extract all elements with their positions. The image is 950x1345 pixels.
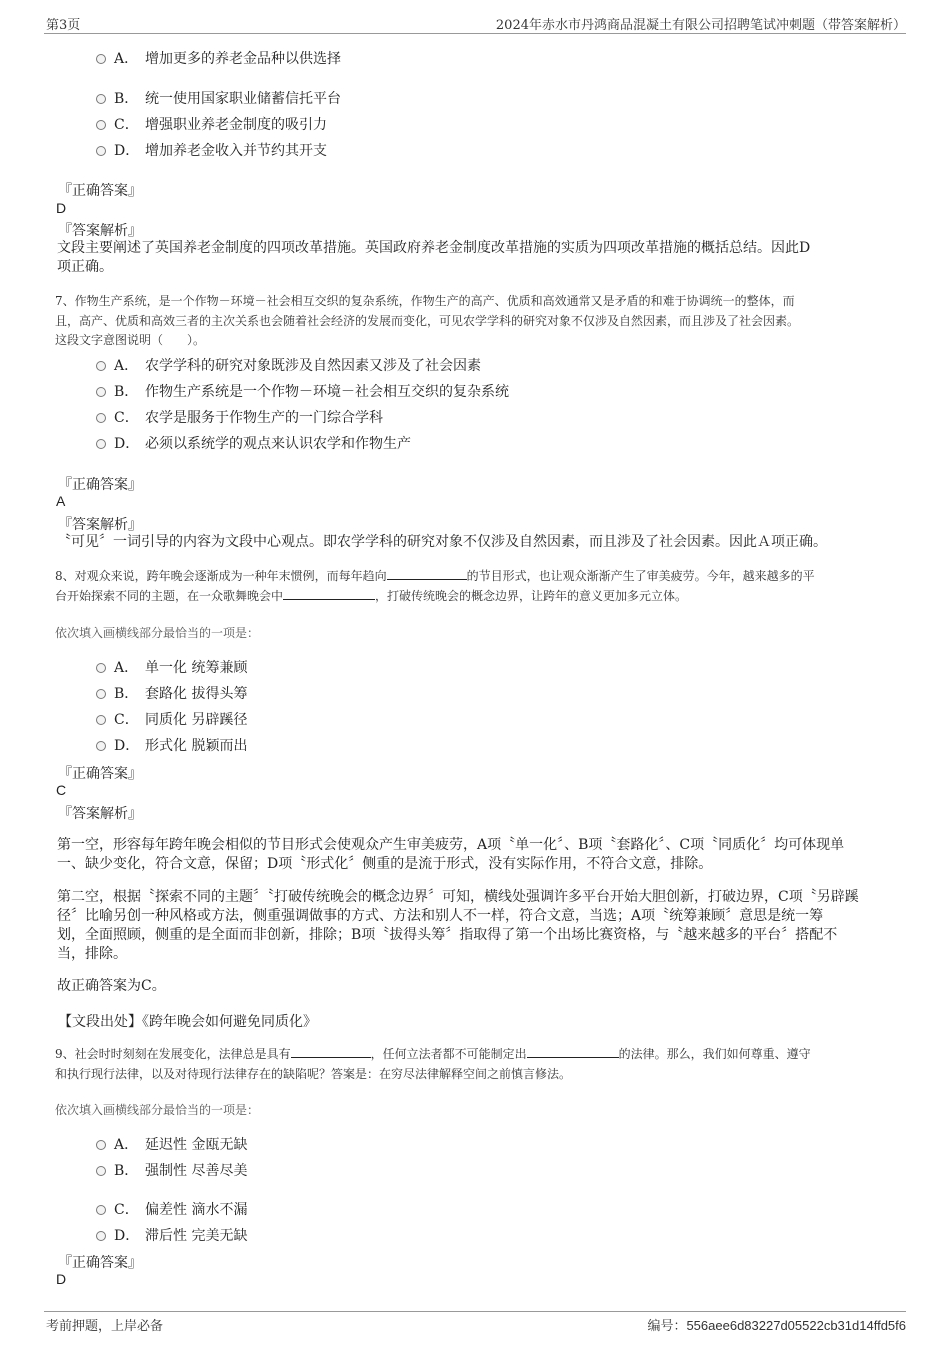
radio-icon[interactable] <box>96 1140 106 1150</box>
q8-stem-line-1: 8、对观众来说，跨年晚会逐渐成为一种年末惯例，而每年趋向 的节目形式，也让观众渐渐产生了审美疲劳。今年，越来越多的平 <box>55 569 815 583</box>
q7-option-d[interactable]: D． 必须以系统学的观点来认识农学和作物生产 <box>96 433 411 453</box>
q6-analysis-line-2: 项正确。 <box>57 259 113 275</box>
q9-prompt: 依次填入画横线部分最恰当的一项是： <box>55 1103 260 1117</box>
q9-option-c[interactable]: C． 偏差性 滴水不漏 <box>96 1199 247 1219</box>
blank-1 <box>291 1046 371 1058</box>
q7-option-b[interactable]: B． 作物生产系统是一个作物－环境－社会相互交织的复杂系统 <box>96 381 509 401</box>
q8-option-d[interactable]: D． 形式化 脱颖而出 <box>96 735 247 755</box>
q8-conclusion: 故正确答案为C。 <box>57 978 166 994</box>
q7-stem-line-3: 这段文字意图说明（ ）。 <box>55 333 206 347</box>
q7-stem-line-1: 7、作物生产系统，是一个作物－环境－社会相互交织的复杂系统，作物生产的高产、优质和高效通常又是矛盾的和难于协调统一的整体，而 <box>55 294 795 308</box>
q6-answer: D <box>56 200 67 216</box>
q7-analysis-label: 『答案解析』 <box>58 517 142 533</box>
q7-analysis: 〝可见〞一词引导的内容为文段中心观点。即农学学科的研究对象不仅涉及自然因素，而且涉及了社会因素。因此Ａ项正确。 <box>57 534 827 550</box>
radio-icon[interactable] <box>96 741 106 751</box>
page-number: 第3页 <box>46 18 81 33</box>
q6-option-d[interactable]: D． 增加养老金收入并节约其开支 <box>96 140 327 160</box>
footer-slogan: 考前押题，上岸必备 <box>46 1319 164 1334</box>
q6-option-c[interactable]: C． 增强职业养老金制度的吸引力 <box>96 114 327 134</box>
q6-answer-label: 『正确答案』 <box>58 183 142 199</box>
radio-icon[interactable] <box>96 146 106 156</box>
radio-icon[interactable] <box>96 361 106 371</box>
q6-analysis-label: 『答案解析』 <box>58 223 142 239</box>
q9-stem-line-2: 和执行现行法律，以及对待现行法律存在的缺陷呢？答案是：在穷尽法律解释空间之前慎言修法。 <box>55 1067 572 1081</box>
q8-answer-label: 『正确答案』 <box>58 766 142 782</box>
q8-analysis-label: 『答案解析』 <box>58 806 142 822</box>
radio-icon[interactable] <box>96 1205 106 1215</box>
footer-id: 编号：556aee6d83227d05522cb31d14ffd5f6 <box>647 1318 906 1334</box>
q8-option-b[interactable]: B． 套路化 拔得头筹 <box>96 683 247 703</box>
q8-prompt: 依次填入画横线部分最恰当的一项是： <box>55 626 260 640</box>
q9-stem-line-1: 9、社会时时刻刻在发展变化，法律总是具有 ，任何立法者都不可能制定出 的法律。那么，我们如何尊重、遵守 <box>55 1047 811 1061</box>
radio-icon[interactable] <box>96 1231 106 1241</box>
footer-rule <box>44 1311 906 1312</box>
q8-para2-line-1: 第二空，根据〝探索不同的主题〞〝打破传统晚会的概念边界〞可知，横线处强调许多平台开始大胆创新，打破边界，C项〝另辟蹊 <box>57 889 859 905</box>
q8-para1-line-1: 第一空，形容每年跨年晚会相似的节目形式会使观众产生审美疲劳，A项〝单一化〞、B项〝套路化〞、C项〝同质化〞均可体现单 <box>57 837 845 853</box>
radio-icon[interactable] <box>96 689 106 699</box>
q7-option-c[interactable]: C． 农学是服务于作物生产的一门综合学科 <box>96 407 383 427</box>
radio-icon[interactable] <box>96 54 106 64</box>
blank-1 <box>387 568 467 580</box>
q7-answer: A <box>56 493 66 509</box>
radio-icon[interactable] <box>96 120 106 130</box>
q8-para2-line-4: 当，排除。 <box>57 946 127 962</box>
q8-option-a[interactable]: A． 单一化 统筹兼顾 <box>96 657 247 677</box>
q6-option-b[interactable]: B． 统一使用国家职业储蓄信托平台 <box>96 88 341 108</box>
q6-option-a[interactable]: A． 增加更多的养老金品种以供选择 <box>96 48 341 68</box>
radio-icon[interactable] <box>96 439 106 449</box>
q8-answer: C <box>56 782 67 798</box>
radio-icon[interactable] <box>96 387 106 397</box>
q8-source: 【文段出处】《跨年晚会如何避免同质化》 <box>58 1014 317 1030</box>
q7-stem-line-2: 且，高产、优质和高效三者的主次关系也会随着社会经济的发展而变化，可见农学学科的研究对象不仅涉及自然因素，而且涉及了社会因素。 <box>55 314 800 328</box>
q7-option-a[interactable]: A． 农学学科的研究对象既涉及自然因素又涉及了社会因素 <box>96 355 481 375</box>
document-title: 2024年赤水市丹鸿商品混凝土有限公司招聘笔试冲刺题（带答案解析） <box>495 18 906 33</box>
q9-option-b[interactable]: B． 强制性 尽善尽美 <box>96 1160 247 1180</box>
q8-para2-line-2: 径〞比喻另创一种风格或方法，侧重强调做事的方式、方法和别人不一样，符合文意，当选；A项〝统筹兼顾〞意思是统一筹 <box>57 908 824 924</box>
radio-icon[interactable] <box>96 715 106 725</box>
radio-icon[interactable] <box>96 94 106 104</box>
q9-option-d[interactable]: D． 滞后性 完美无缺 <box>96 1225 247 1245</box>
q6-analysis-line-1: 文段主要阐述了英国养老金制度的四项改革措施。英国政府养老金制度改革措施的实质为四项改革措施的概括总结。因此D <box>57 240 811 256</box>
radio-icon[interactable] <box>96 1166 106 1176</box>
blank-2 <box>283 588 375 600</box>
header-rule <box>44 33 906 34</box>
q8-option-c[interactable]: C． 同质化 另辟蹊径 <box>96 709 247 729</box>
q9-answer: D <box>56 1271 67 1287</box>
q8-para2-line-3: 划，全面照顾，侧重的是全面而非创新，排除；B项〝拔得头筹〞指取得了第一个出场比赛资格，与〝越来越多的平台〞搭配不 <box>57 927 838 943</box>
radio-icon[interactable] <box>96 663 106 673</box>
q8-stem-line-2: 台开始探索不同的主题，在一众歌舞晚会中 ，打破传统晚会的概念边界，让跨年的意义更加多元立体。 <box>55 589 688 603</box>
q7-answer-label: 『正确答案』 <box>58 477 142 493</box>
blank-2 <box>527 1046 619 1058</box>
radio-icon[interactable] <box>96 413 106 423</box>
q9-answer-label: 『正确答案』 <box>58 1255 142 1271</box>
q8-para1-line-2: 一、缺少变化，符合文意，保留；D项〝形式化〞侧重的是流于形式，没有实际作用，不符合文意，排除。 <box>57 856 713 872</box>
q9-option-a[interactable]: A． 延迟性 金瓯无缺 <box>96 1134 247 1154</box>
